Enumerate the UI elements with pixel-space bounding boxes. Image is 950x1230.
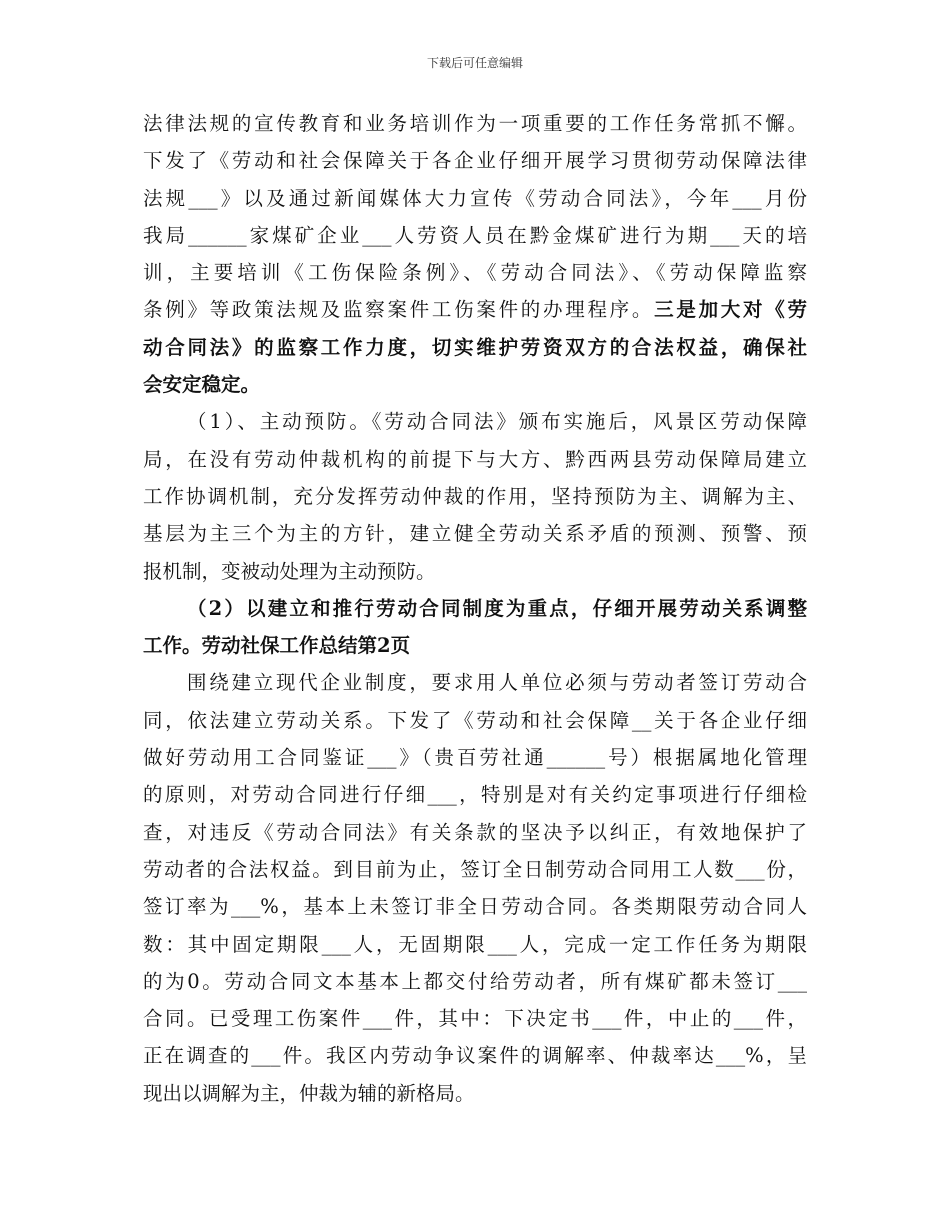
text-line: 工作协调机制，充分发挥劳动仲裁的作用，坚持预防为主、调解为主、 bbox=[143, 484, 807, 508]
text-line: 训，主要培训《工伤保险条例》、《劳动合同法》、《劳动保障监察 bbox=[143, 261, 807, 285]
text-line: 局，在没有劳动仲裁机构的前提下与大方、黔西两县劳动保障局建立 bbox=[143, 447, 807, 471]
text-line: 劳动者的合法权益。到目前为止，签订全日制劳动合同用工人数___份， bbox=[143, 857, 807, 881]
section-heading-line: （2）以建立和推行劳动合同制度为重点，仔细开展劳动关系调整 bbox=[187, 596, 807, 620]
bold-heading-segment: 三是加大对《劳 bbox=[654, 298, 807, 322]
text-line: 查，对违反《劳动合同法》有关条款的坚决予以纠正，有效地保护了 bbox=[143, 820, 807, 844]
text-line: 数：其中固定期限___人，无固期限___人，完成一定工作任务为期限 bbox=[143, 932, 807, 956]
section-heading-line: 工作。劳动社保工作总结第2页 bbox=[143, 634, 411, 658]
text-line: 现出以调解为主，仲裁为辅的新格局。 bbox=[143, 1081, 475, 1105]
text-line: 法规___》以及通过新闻媒体大力宣传《劳动合同法》，今年___月份 bbox=[143, 186, 807, 210]
page-header: 下载后可任意编辑 bbox=[426, 56, 523, 70]
text-line: 签订率为___%，基本上未签订非全日劳动合同。各类期限劳动合同人 bbox=[143, 895, 807, 919]
text-line: 的原则，对劳动合同进行仔细___，特别是对有关约定事项进行仔细检 bbox=[143, 783, 807, 807]
text-line: 的为0。劳动合同文本基本上都交付给劳动者，所有煤矿都未签订___ bbox=[143, 969, 807, 993]
text-line: 做好劳动用工合同鉴证___》（贵百劳社通______号）根据属地化管理 bbox=[143, 746, 807, 770]
document-body bbox=[143, 105, 807, 1112]
text-line: 同，依法建立劳动关系。下发了《劳动和社会保障__关于各企业仔细 bbox=[143, 708, 807, 732]
text-line: 正在调查的___件。我区内劳动争议案件的调解率、仲裁率达___%，呈 bbox=[143, 1044, 807, 1068]
text-line: （1）、主动预防。《劳动合同法》颁布实施后，风景区劳动保障 bbox=[187, 410, 807, 434]
text-line: 基层为主三个为主的方针，建立健全劳动关系矛盾的预测、预警、预 bbox=[143, 522, 807, 546]
text-line: 我局______家煤矿企业___人劳资人员在黔金煤矿进行为期___天的培 bbox=[143, 223, 807, 247]
text-line: 法律法规的宣传教育和业务培训作为一项重要的工作任务常抓不懈。 bbox=[143, 112, 807, 135]
bold-heading-line: 动合同法》的监察工作力度，切实维护劳资双方的合法权益，确保社 bbox=[143, 335, 807, 359]
text-line: 合同。已受理工伤案件___件，其中：下决定书___件，中止的___件， bbox=[143, 1007, 807, 1031]
bold-heading-line: 会安定稳定。 bbox=[143, 373, 261, 397]
text-line: 报机制，变被动处理为主动预防。 bbox=[143, 559, 436, 583]
text-line: 下发了《劳动和社会保障关于各企业仔细开展学习贯彻劳动保障法律 bbox=[143, 149, 807, 173]
text-line-mixed bbox=[143, 291, 807, 328]
text-segment: 条例》等政策法规及监察案件工伤案件的办理程序。 bbox=[143, 298, 655, 322]
text-line: 围绕建立现代企业制度，要求用人单位必须与劳动者签订劳动合 bbox=[187, 671, 807, 695]
